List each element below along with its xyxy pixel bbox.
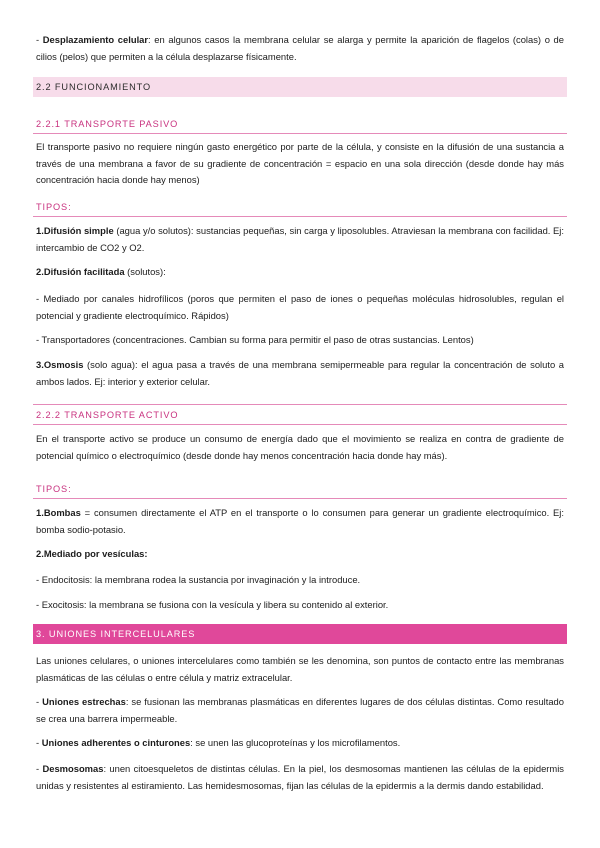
heading-tipos-pasivo: TIPOS:	[33, 200, 567, 217]
term-mediado-vesiculas: 2.Mediado por vesículas:	[36, 548, 148, 559]
paragraph-transporte-activo: En el transporte activo se produce un consumo de energía dado que el movimiento se realiza en contra de gradiente de potencial químico o electroquímico (desde donde hay menos concentración hacia donde hay más).	[36, 433, 564, 461]
heading-uniones-intercelulares: 3. UNIONES INTERCELULARES	[33, 624, 567, 644]
paragraph-uniones-celulares: Las uniones celulares, o uniones intercelulares como también se les denomina, son puntos de contacto entre las membranas plasmáticas de las células o entre célula y matriz extracelular.	[36, 655, 564, 683]
paragraph-osmosis: 3.Osmosis (solo agua): el agua pasa a través de una membrana semipermeable para regular la concentración de soluto a ambos lados. Ej: interior y exterior celular.	[36, 359, 564, 387]
heading-funcionamiento: 2.2 FUNCIONAMIENTO	[33, 77, 567, 97]
paragraph-difusion-facilitada: 2.Difusión facilitada (solutos):	[36, 266, 166, 277]
heading-tipos-activo: TIPOS:	[33, 482, 567, 499]
term-osmosis: 3.Osmosis	[36, 359, 84, 370]
term-difusion-facilitada: 2.Difusión facilitada	[36, 266, 125, 277]
paragraph-desmosomas: - Desmosomas: unen citoesqueletos de distintas células. En la piel, los desmosomas mantienen las células de la epidermis unidas y resistentes al estiramiento. Las hemidesmosomas, fijan las células de la epidermis a la dermis dando estabilidad.	[36, 763, 564, 791]
paragraph-canales-hidrofilicos: - Mediado por canales hidrofílicos (poros que permiten el paso de iones o pequeñas moléculas hidrosolubles, regulan el potencial y gradiente electroquímico. Rápidos)	[36, 293, 564, 321]
paragraph-uniones-estrechas: - Uniones estrechas: se fusionan las membranas plasmáticas en diferentes lugares de dos células distintas. Como resultado se crea una barrera impermeable.	[36, 696, 564, 724]
heading-transporte-activo: 2.2.2 TRANSPORTE ACTIVO	[33, 408, 567, 425]
paragraph-transporte-pasivo: El transporte pasivo no requiere ningún gasto energético por parte de la célula, y consiste en la difusión de una sustancia a través de una membrana a favor de su gradiente de concentración = espacio en una sola dirección (desde donde hay más concentración hacia donde hay menos)	[36, 141, 564, 185]
paragraph-desplazamiento: - Desplazamiento celular: en algunos casos la membrana celular se alarga y permite la aparición de flagelos (colas) o de cilios (pelos) que permiten a la célula desplazarse físicamente.	[36, 34, 564, 62]
paragraph-difusion-simple: 1.Difusión simple (agua y/o solutos): sustancias pequeñas, sin carga y liposolubles. Atraviesan la membrana con facilidad. Ej: intercambio de CO2 y O2.	[36, 225, 564, 253]
term-difusion-simple: 1.Difusión simple	[36, 225, 114, 236]
paragraph-mediado-vesiculas	[36, 546, 564, 563]
paragraph-transportadores: - Transportadores (concentraciones. Cambian su forma para permitir el paso de otras sustancias. Lentos)	[36, 334, 474, 345]
term-uniones-estrechas: Uniones estrechas	[42, 696, 126, 707]
term-desplazamiento: Desplazamiento celular	[42, 34, 149, 45]
divider-line	[33, 404, 567, 405]
term-bombas: 1.Bombas	[36, 507, 81, 518]
paragraph-bombas: 1.Bombas = consumen directamente el ATP en el transporte o lo consumen para generar un gradiente electroquímico. Ej: bomba sodio-potasio.	[36, 507, 564, 535]
term-desmosomas: Desmosomas	[42, 763, 104, 774]
paragraph-endocitosis: - Endocitosis: la membrana rodea la sustancia por invaginación y la introduce.	[36, 574, 361, 585]
paragraph-uniones-adherentes: - Uniones adherentes o cinturones: se unen las glucoproteínas y los microfilamentos.	[36, 737, 401, 748]
term-uniones-adherentes: Uniones adherentes o cinturones	[41, 737, 191, 748]
paragraph-exocitosis: - Exocitosis: la membrana se fusiona con la vesícula y libera su contenido al exterior.	[36, 599, 389, 610]
heading-transporte-pasivo: 2.2.1 TRANSPORTE PASIVO	[33, 117, 567, 134]
